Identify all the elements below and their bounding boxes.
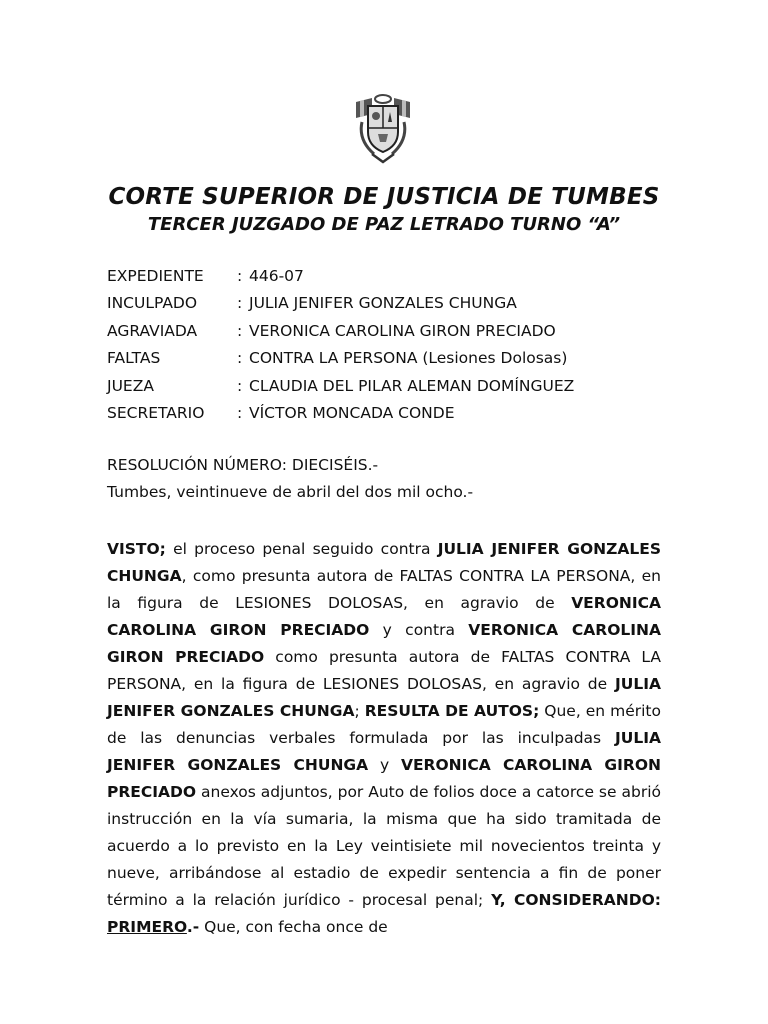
case-info-row xyxy=(107,319,707,346)
case-info-key: SECRETARIO xyxy=(107,403,205,422)
body-text-run: ; xyxy=(354,702,365,720)
body-text-run: anexos adjuntos, por Auto de folios doce a catorce se abrió instrucción en la vía sumaria, la misma que ha sido tramitada de acuerdo a lo previsto en la Ley veintisiete mil novecientos treinta y nueve, arribándose al estadio de expedir sentencia a fin de poner término a la relación jurídico - procesal penal; xyxy=(107,783,661,909)
primero-suffix: .- xyxy=(186,918,200,936)
case-info-key: INCULPADO xyxy=(107,294,198,313)
considerando-heading: Y, CONSIDERANDO: xyxy=(491,891,661,909)
visto-heading: VISTO; xyxy=(107,540,166,558)
party-name: JULIA JENIFER GONZALES CHUNGA xyxy=(107,729,661,774)
body-text-run: Que, en mérito de las denuncias verbales formulada por las inculpadas xyxy=(107,702,661,747)
case-info-row xyxy=(107,264,707,291)
party-name: JULIA JENIFER GONZALES CHUNGA xyxy=(107,540,661,585)
case-info-separator: : xyxy=(237,321,243,340)
body-text-run: el proceso penal seguido contra xyxy=(165,540,438,558)
party-name: VERONICA CAROLINA GIRON PRECIADO xyxy=(107,621,661,666)
body-text-run: y contra xyxy=(369,621,469,639)
case-info-value: JULIA JENIFER GONZALES CHUNGA xyxy=(249,294,517,313)
body-text-run: como presunta autora de FALTAS CONTRA LA PERSONA, en la figura de LESIONES DOLOSAS, en agravio de xyxy=(107,648,661,693)
case-info-value: CONTRA LA PERSONA (Lesiones Dolosas) xyxy=(249,349,568,368)
coat-of-arms-seal xyxy=(350,92,416,164)
primero-heading: PRIMERO xyxy=(107,918,187,936)
case-info-separator: : xyxy=(237,403,243,422)
party-name: VERONICA CAROLINA GIRON PRECIADO xyxy=(107,594,661,639)
case-info-separator: : xyxy=(237,376,243,395)
resolution-number: RESOLUCIÓN NÚMERO: DIECISÉIS.- xyxy=(107,456,379,474)
case-info-key: JUEZA xyxy=(107,376,154,395)
body-text-run: y xyxy=(368,756,401,774)
case-info-value: VERONICA CAROLINA GIRON PRECIADO xyxy=(249,321,556,340)
body-paragraph xyxy=(107,536,661,941)
case-info-row xyxy=(107,291,707,318)
resulta-heading: RESULTA DE AUTOS; xyxy=(364,702,540,720)
resolution-date: Tumbes, veintinueve de abril del dos mil ocho.- xyxy=(107,483,474,501)
case-info-key: EXPEDIENTE xyxy=(107,267,204,285)
case-info-row xyxy=(107,346,707,373)
body-text-run: , como presunta autora de FALTAS CONTRA LA PERSONA, en la figura de LESIONES DOLOSAS, en agravio de xyxy=(107,567,661,612)
case-info-key: AGRAVIADA xyxy=(107,321,198,340)
case-info-key: FALTAS xyxy=(107,349,161,368)
case-info-block xyxy=(107,264,707,428)
case-info-value: 446-07 xyxy=(249,267,304,285)
case-info-separator: : xyxy=(237,349,243,368)
case-info-value: VÍCTOR MONCADA CONDE xyxy=(249,403,455,422)
case-info-row xyxy=(107,401,707,428)
case-info-separator: : xyxy=(237,294,243,313)
court-title: CORTE SUPERIOR DE JUSTICIA DE TUMBES xyxy=(108,184,660,210)
court-office-subtitle: TERCER JUZGADO DE PAZ LETRADO TURNO “A” xyxy=(147,214,621,235)
case-info-value: CLAUDIA DEL PILAR ALEMAN DOMÍNGUEZ xyxy=(249,376,575,395)
body-text-run: Que, con fecha once de xyxy=(199,918,388,936)
case-info-separator: : xyxy=(237,267,243,285)
party-name: JULIA JENIFER GONZALES CHUNGA xyxy=(107,675,661,720)
party-name: VERONICA CAROLINA GIRON PRECIADO xyxy=(107,756,661,801)
case-info-row xyxy=(107,374,707,401)
